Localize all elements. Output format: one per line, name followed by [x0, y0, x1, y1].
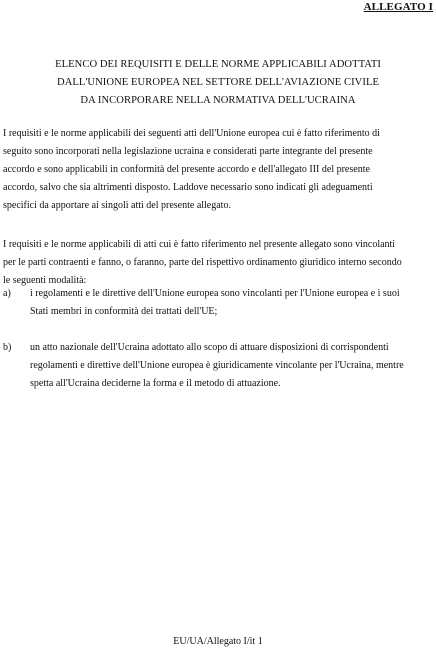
paragraph-line: accordo, salvo che sia altrimenti disposto. Laddove necessario sono indicati gli adeguamenti	[3, 182, 373, 193]
list-line: regolamenti e direttive dell'Unione europea è giuridicamente vincolante per l'Ucraina, mentre	[30, 360, 404, 371]
paragraph-line: per le parti contraenti e fanno, o faranno, parte del rispettivo ordinamento giuridico interno secondo	[3, 257, 402, 268]
list-item-text	[30, 285, 430, 321]
binding-paragraph	[3, 236, 431, 290]
annex-label: ALLEGATO I	[363, 1, 433, 13]
title-line: ELENCO DEI REQUISITI E DELLE NORME APPLICABILI ADOTTATI	[55, 59, 381, 70]
paragraph-line: accordo e sono applicabili in conformità del presente accordo e dell'allegato III del presente	[3, 164, 370, 175]
list-marker: a)	[3, 288, 11, 299]
title-line: DALL'UNIONE EUROPEA NEL SETTORE DELL'AVIAZIONE CIVILE	[57, 77, 379, 88]
paragraph-line: specifici da apportare ai singoli atti del presente allegato.	[3, 200, 231, 211]
list-marker: b)	[3, 342, 12, 353]
list-line: un atto nazionale dell'Ucraina adottato allo scopo di attuare disposizioni di corrispondenti	[30, 342, 389, 353]
title-line: DA INCORPORARE NELLA NORMATIVA DELL'UCRAINA	[80, 95, 356, 106]
list-line: spetta all'Ucraina deciderne la forma e il metodo di attuazione.	[30, 378, 281, 389]
document-title	[0, 56, 436, 110]
list-line: Stati membri in conformità dei trattati dell'UE;	[30, 306, 218, 317]
paragraph-line: le seguenti modalità:	[3, 275, 87, 286]
intro-paragraph	[3, 125, 431, 215]
page-footer: EU/UA/Allegato I/it 1	[173, 636, 263, 647]
paragraph-line: seguito sono incorporati nella legislazione ucraina e considerati parte integrante del presente	[3, 146, 373, 157]
list-item-text	[30, 339, 430, 393]
list-line: i regolamenti e le direttive dell'Unione europea sono vincolanti per l'Unione europea e i suoi	[30, 288, 400, 299]
paragraph-line: I requisiti e le norme applicabili di atti cui è fatto riferimento nel presente allegato sono vincolanti	[3, 239, 396, 250]
paragraph-line: I requisiti e le norme applicabili dei seguenti atti dell'Unione europea cui è fatto riferimento di	[3, 128, 380, 139]
